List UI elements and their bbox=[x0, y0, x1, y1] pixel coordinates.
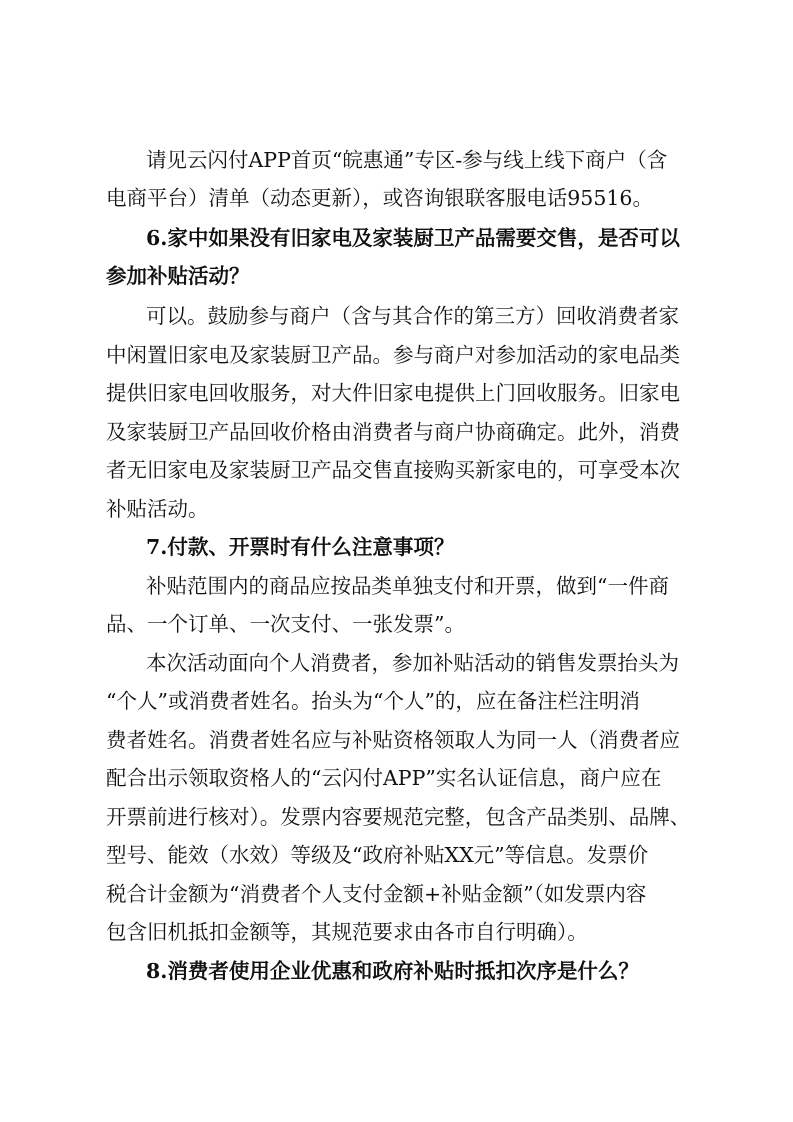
answer-text-line: 开票前进行核对）。发票内容要规范完整，包含产品类别、品牌、 bbox=[106, 805, 691, 829]
answer-text-line: 税合计金额为“消费者个人支付金额+补贴金额”（如发票内容 bbox=[106, 882, 647, 906]
question-heading-6-continued: 参加补贴活动？ bbox=[106, 264, 250, 288]
answer-text-line: 及家装厨卫产品回收价格由消费者与商户协商确定。此外，消费 bbox=[106, 420, 680, 444]
answer-text-line: 提供旧家电回收服务，对大件旧家电提供上门回收服务。旧家电 bbox=[106, 381, 680, 405]
answer-text-line: 型号、能效（水效）等级及“政府补贴XX元”等信息。发票价 bbox=[106, 843, 649, 867]
answer-text-line: 补贴范围内的商品应按品类单独支付和开票，做到“一件商 bbox=[146, 574, 669, 598]
answer-text-line: 品、一个订单、一次支付、一张发票”。 bbox=[106, 612, 465, 636]
answer-text-line: 费者姓名。消费者姓名应与补贴资格领取人为同一人（消费者应 bbox=[106, 728, 680, 752]
question-heading-8: 8.消费者使用企业优惠和政府补贴时抵扣次序是什么？ bbox=[146, 959, 639, 983]
paragraph-text-line: 请见云闪付APP首页“皖惠通”专区-参与线上线下商户（含 bbox=[146, 148, 668, 172]
answer-text-line: 本次活动面向个人消费者，参加补贴活动的销售发票抬头为 bbox=[146, 651, 679, 675]
answer-text-line: 补贴活动。 bbox=[106, 497, 209, 521]
question-heading-7: 7.付款、开票时有什么注意事项？ bbox=[146, 535, 455, 559]
answer-text-line: 包含旧机抵扣金额等，其规范要求由各市自行明确）。 bbox=[106, 920, 588, 944]
answer-text-line: 配合出示领取资格人的“云闪付APP”实名认证信息，商户应在 bbox=[106, 766, 662, 790]
answer-text-line: “个人”或消费者姓名。抬头为“个人”的，应在备注栏注明消 bbox=[106, 689, 640, 713]
paragraph-text-line: 电商平台）清单（动态更新），或咨询银联客服电话95516。 bbox=[106, 186, 653, 210]
answer-text-line: 者无旧家电及家装厨卫产品交售直接购买新家电的，可享受本次 bbox=[106, 458, 680, 482]
answer-text-line: 可以。鼓励参与商户（含与其合作的第三方）回收消费者家 bbox=[146, 304, 679, 328]
question-heading-6: 6.家中如果没有旧家电及家装厨卫产品需要交售，是否可以 bbox=[146, 226, 680, 250]
answer-text-line: 中闲置旧家电及家装厨卫产品。参与商户对参加活动的家电品类 bbox=[106, 343, 680, 367]
